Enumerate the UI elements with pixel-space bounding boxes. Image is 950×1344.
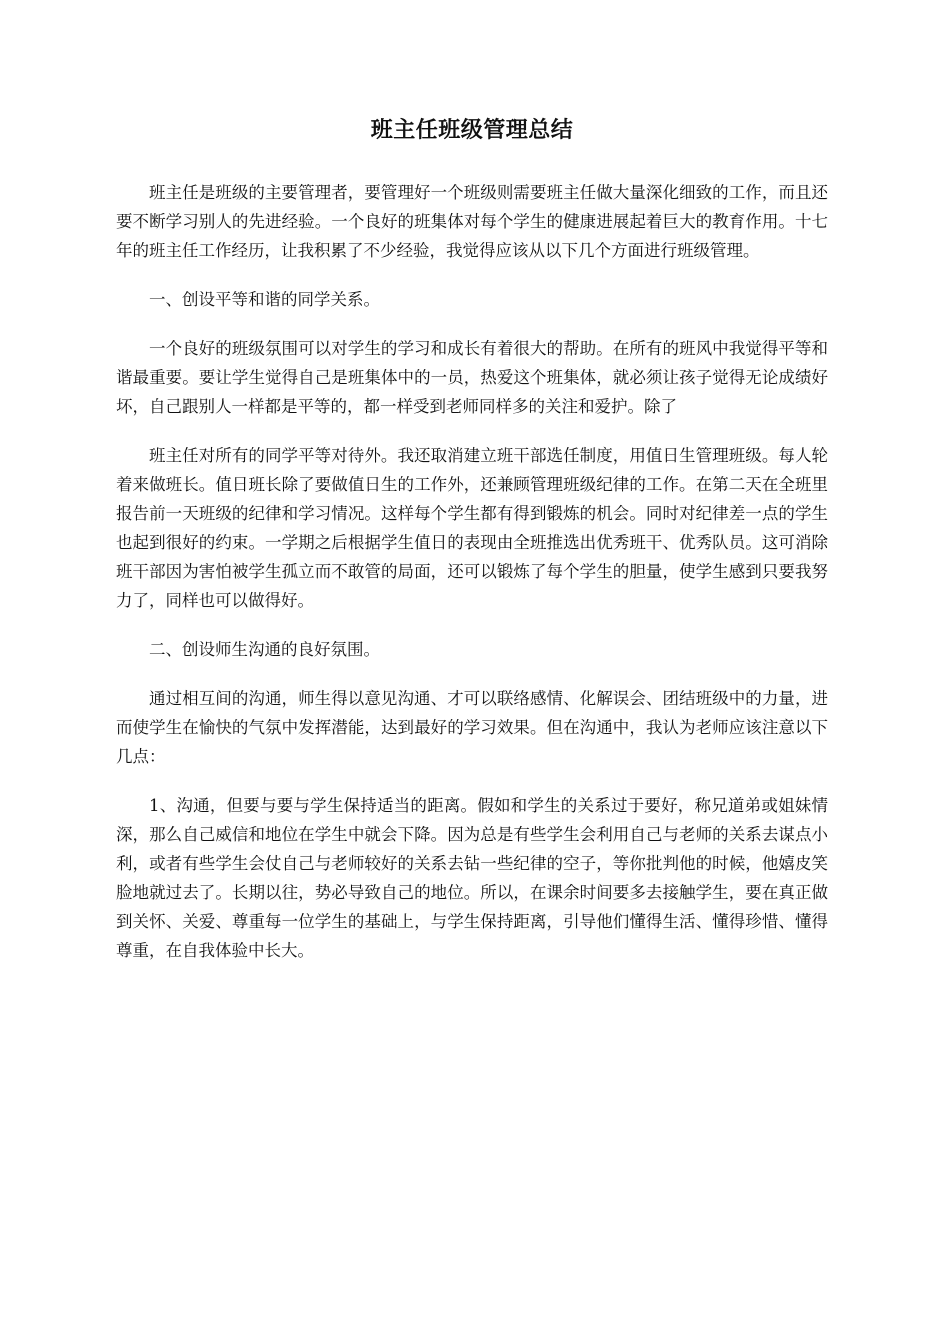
section-heading-2: 二、创设师生沟通的良好氛围。 xyxy=(149,640,380,659)
body-paragraph: 班主任对所有的同学平等对待外。我还取消建立班干部选任制度，用值日生管理班级。每人轮着来做班长。值日班长除了要做值日生的工作外，还兼顾管理班级纪律的工作。在第二天在全班里报告前一天班级的纪律和学习情况。这样每个学生都有得到锻炼的机会。同时对纪律差一点的学生也起到很好的约束。一学期之后根据学生值日的表现由全班推选出优秀班干、优秀队员。这可消除班干部因为害怕被学生孤立而不敢管的局面，还可以锻炼了每个学生的胆量，使学生感到只要我努力了，同样也可以做得好。 xyxy=(116,446,828,610)
section-heading-1: 一、创设平等和谐的同学关系。 xyxy=(149,290,380,309)
body-paragraph: 1、沟通，但要与要与学生保持适当的距离。假如和学生的关系过于要好，称兄道弟或姐妹情深，那么自己威信和地位在学生中就会下降。因为总是有些学生会利用自己与老师的关系去谋点小利，或者有些学生会仗自己与老师较好的关系去钻一些纪律的空子，等你批判他的时候，他嬉皮笑脸地就过去了。长期以往，势必导致自己的地位。所以，在课余时间要多去接触学生，要在真正做到关怀、关爱、尊重每一位学生的基础上，与学生保持距离，引导他们懂得生活、懂得珍惜、懂得尊重，在自我体验中长大。 xyxy=(116,796,828,960)
body-paragraph: 通过相互间的沟通，师生得以意见沟通、才可以联络感情、化解误会、团结班级中的力量，进而使学生在愉快的气氛中发挥潜能，达到最好的学习效果。但在沟通中，我认为老师应该注意以下几点： xyxy=(116,689,828,766)
intro-paragraph: 班主任是班级的主要管理者，要管理好一个班级则需要班主任做大量深化细致的工作，而且还要不断学习别人的先进经验。一个良好的班集体对每个学生的健康进展起着巨大的教育作用。十七年的班主任工作经历，让我积累了不少经验，我觉得应该从以下几个方面进行班级管理。 xyxy=(116,183,828,260)
body-paragraph: 一个良好的班级氛围可以对学生的学习和成长有着很大的帮助。在所有的班风中我觉得平等和谐最重要。要让学生觉得自己是班集体中的一员，热爱这个班集体，就必须让孩子觉得无论成绩好坏，自己跟别人一样都是平等的，都一样受到老师同样多的关注和爱护。除了 xyxy=(116,339,828,416)
document-title: 班主任班级管理总结 xyxy=(370,117,574,143)
document-page xyxy=(116,112,828,985)
